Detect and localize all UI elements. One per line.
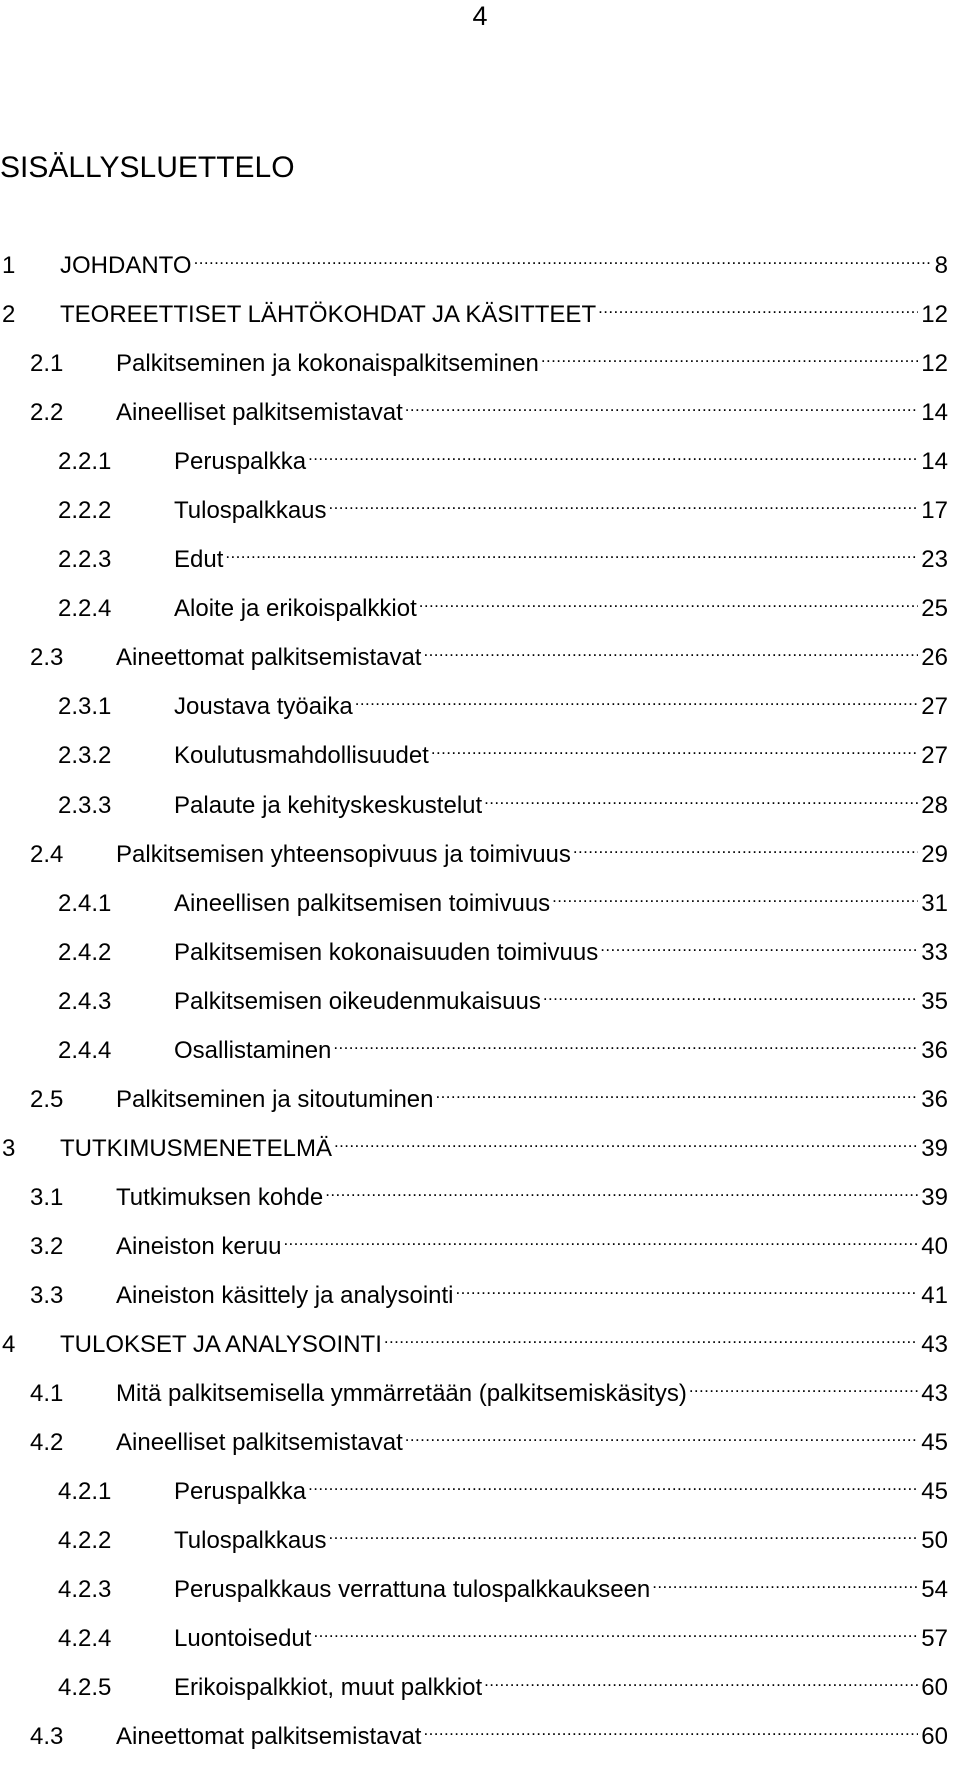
toc-page-number: 43 [921, 1380, 948, 1408]
toc-dot-leader [355, 678, 919, 714]
toc-section-title: JOHDANTO [60, 252, 192, 279]
toc-entry-row [0, 1708, 948, 1755]
toc-section-title: Aineellisen palkitsemisen toimivuus [174, 889, 551, 917]
toc-page-number: 27 [921, 693, 948, 721]
toc-section-title: Aloite ja erikoispalkkiot [174, 595, 417, 623]
toc-section-number: 2.4.3 [58, 987, 112, 1015]
toc-page-number: 40 [921, 1232, 948, 1260]
toc-section-title: Palkitseminen ja sitoutuminen [116, 1085, 434, 1113]
toc-page-number: 43 [921, 1331, 948, 1359]
toc-dot-leader [283, 1218, 918, 1254]
toc-page-number: 12 [921, 301, 948, 329]
toc-dot-leader [308, 1463, 918, 1499]
toc-dot-leader [423, 1708, 918, 1744]
toc-page-number: 25 [921, 595, 948, 623]
toc-dot-leader [484, 777, 918, 813]
toc-entry[interactable] [0, 1610, 960, 1659]
toc-dot-leader [405, 1414, 919, 1450]
toc-page-number: 54 [921, 1576, 948, 1604]
toc-dot-leader [334, 1120, 918, 1156]
toc-entry[interactable] [0, 1022, 960, 1071]
toc-section-title: Palkitseminen ja kokonaispalkitseminen [116, 350, 539, 378]
toc-entry-row [0, 1463, 948, 1510]
toc-entry-row [0, 1512, 948, 1559]
toc-page-number: 39 [921, 1134, 948, 1162]
toc-section-title: Joustava työaika [174, 693, 353, 721]
toc-section-number: 2 [2, 301, 16, 329]
toc-entry[interactable] [0, 1659, 960, 1708]
toc-entry-row [0, 237, 948, 284]
toc-entry[interactable] [0, 1414, 960, 1463]
toc-section-number: 3.3 [30, 1281, 64, 1309]
toc-entry[interactable] [0, 629, 960, 678]
toc-entry[interactable] [0, 1512, 960, 1561]
toc-section-title: Peruspalkka [174, 448, 307, 476]
toc-dot-leader [600, 924, 918, 960]
toc-section-number: 2.3 [30, 644, 64, 672]
toc-page-number: 60 [921, 1674, 948, 1702]
page-title: SISÄLLYSLUETTELO [0, 151, 295, 184]
toc-page-number: 14 [921, 399, 948, 427]
toc-dot-leader [325, 1169, 918, 1205]
toc-section-number: 4.1 [30, 1380, 64, 1408]
toc-section-title: Palaute ja kehityskeskustelut [174, 791, 483, 819]
toc-entry-row [0, 384, 948, 431]
toc-dot-leader [484, 1659, 918, 1695]
toc-dot-leader [308, 433, 918, 469]
toc-dot-leader [436, 1071, 919, 1107]
toc-section-title: TULOKSET JA ANALYSOINTI [60, 1331, 382, 1359]
toc-page-number: 14 [921, 448, 948, 476]
toc-section-title: Peruspalkka [174, 1478, 307, 1506]
toc-page-number: 12 [921, 350, 948, 378]
toc-section-title: Aineiston käsittely ja analysointi [116, 1281, 454, 1309]
toc-section-title: Aineettomat palkitsemistavat [116, 1723, 422, 1751]
toc-section-title: Koulutusmahdollisuudet [174, 742, 429, 770]
toc-section-number: 2.4 [30, 840, 64, 868]
toc-section-number: 2.2.1 [58, 448, 112, 476]
table-of-contents [0, 237, 960, 1757]
toc-page-number: 33 [921, 938, 948, 966]
toc-section-title: TUTKIMUSMENETELMÄ [60, 1134, 333, 1162]
toc-section-number: 4.2.2 [58, 1527, 112, 1555]
toc-entry[interactable] [0, 237, 960, 286]
toc-section-title: Aineelliset palkitsemistavat [116, 1429, 403, 1457]
toc-dot-leader [194, 237, 932, 273]
toc-page-number: 60 [921, 1723, 948, 1751]
toc-dot-leader [333, 1022, 918, 1058]
toc-entry-row [0, 1561, 948, 1608]
toc-section-title: Mitä palkitsemisella ymmärretään (palkitsemiskäsitys) [116, 1380, 687, 1408]
toc-section-title: Aineettomat palkitsemistavat [116, 644, 422, 672]
toc-section-number: 4 [2, 1331, 16, 1359]
toc-section-title: Tulospalkkaus [174, 1527, 327, 1555]
toc-page-number: 31 [921, 889, 948, 917]
toc-page-number: 28 [921, 791, 948, 819]
toc-entry-row [0, 1610, 948, 1657]
toc-entry[interactable] [0, 1463, 960, 1512]
toc-page-number: 39 [921, 1183, 948, 1211]
toc-section-number: 2.3.2 [58, 742, 112, 770]
toc-page-number: 26 [921, 644, 948, 672]
toc-section-title: Palkitsemisen yhteensopivuus ja toimivuus [116, 840, 571, 868]
toc-section-title: Edut [174, 546, 224, 574]
toc-dot-leader [225, 531, 918, 567]
toc-entry-row [0, 875, 948, 922]
toc-section-number: 4.2.1 [58, 1478, 112, 1506]
toc-dot-leader [598, 286, 918, 322]
toc-page-number: 23 [921, 546, 948, 574]
toc-entry[interactable] [0, 1561, 960, 1610]
toc-section-title: Aineiston keruu [116, 1232, 282, 1260]
toc-section-number: 2.1 [30, 350, 64, 378]
toc-section-number: 4.2 [30, 1429, 64, 1457]
toc-entry-row [0, 924, 948, 971]
toc-entry[interactable] [0, 924, 960, 973]
toc-section-title: Erikoispalkkiot, muut palkkiot [174, 1674, 483, 1702]
toc-section-title: Palkitsemisen kokonaisuuden toimivuus [174, 938, 599, 966]
toc-section-number: 2.4.2 [58, 938, 112, 966]
toc-entry[interactable] [0, 1120, 960, 1169]
toc-entry-row [0, 335, 948, 382]
toc-page-number: 45 [921, 1429, 948, 1457]
toc-dot-leader [419, 580, 919, 616]
toc-section-number: 2.2.3 [58, 546, 112, 574]
toc-section-title: Tutkimuksen kohde [116, 1183, 324, 1211]
toc-entry[interactable] [0, 1316, 960, 1365]
toc-entry[interactable] [0, 335, 960, 384]
toc-page-number: 35 [921, 987, 948, 1015]
toc-entry[interactable] [0, 531, 960, 580]
toc-page-number: 41 [921, 1281, 948, 1309]
toc-page-number: 27 [921, 742, 948, 770]
toc-section-number: 4.2.3 [58, 1576, 112, 1604]
toc-dot-leader [456, 1267, 919, 1303]
toc-section-number: 1 [2, 252, 16, 279]
toc-entry[interactable] [0, 1365, 960, 1414]
toc-section-number: 3 [2, 1134, 16, 1162]
toc-dot-leader [329, 1512, 919, 1548]
toc-entry-row [0, 727, 948, 774]
toc-entry-row [0, 531, 948, 578]
toc-section-title: Luontoisedut [174, 1625, 312, 1653]
toc-dot-leader [543, 973, 918, 1009]
toc-entry-row [0, 433, 948, 480]
toc-section-number: 2.4.4 [58, 1036, 112, 1064]
toc-entry[interactable] [0, 384, 960, 433]
toc-entry[interactable] [0, 973, 960, 1022]
toc-entry-row [0, 1316, 948, 1363]
toc-entry[interactable] [0, 777, 960, 826]
toc-section-number: 2.2.4 [58, 595, 112, 623]
toc-page-number: 36 [921, 1036, 948, 1064]
toc-section-number: 2.2.2 [58, 497, 112, 525]
toc-entry[interactable] [0, 580, 960, 629]
toc-dot-leader [689, 1365, 918, 1401]
toc-entry-row [0, 1365, 948, 1412]
toc-entry-row [0, 1022, 948, 1069]
toc-entry[interactable] [0, 433, 960, 482]
toc-section-title: Palkitsemisen oikeudenmukaisuus [174, 987, 541, 1015]
toc-section-title: Osallistaminen [174, 1036, 332, 1064]
toc-section-number: 3.1 [30, 1183, 64, 1211]
toc-entry-row [0, 1659, 948, 1706]
toc-entry[interactable] [0, 1218, 960, 1267]
toc-page-number: 17 [921, 497, 948, 525]
toc-section-number: 2.3.1 [58, 693, 112, 721]
toc-entry-row [0, 629, 948, 676]
toc-section-number: 2.5 [30, 1085, 64, 1113]
toc-entry[interactable] [0, 1169, 960, 1218]
toc-section-number: 2.4.1 [58, 889, 112, 917]
toc-dot-leader [313, 1610, 918, 1646]
toc-section-title: Aineelliset palkitsemistavat [116, 399, 403, 427]
toc-entry[interactable] [0, 826, 960, 875]
toc-dot-leader [405, 384, 919, 420]
toc-section-title: Peruspalkkaus verrattuna tulospalkkaukseen [174, 1576, 651, 1604]
toc-dot-leader [573, 826, 918, 862]
toc-entry-row [0, 973, 948, 1020]
page-number: 4 [472, 1, 488, 31]
toc-page-number: 29 [921, 840, 948, 868]
toc-section-title: Tulospalkkaus [174, 497, 327, 525]
toc-section-number: 4.2.4 [58, 1625, 112, 1653]
toc-page-number: 36 [921, 1085, 948, 1113]
toc-entry[interactable] [0, 875, 960, 924]
toc-entry[interactable] [0, 727, 960, 776]
toc-page-number: 57 [921, 1625, 948, 1653]
toc-section-number: 2.3.3 [58, 791, 112, 819]
toc-dot-leader [652, 1561, 918, 1597]
toc-page-number: 50 [921, 1527, 948, 1555]
toc-section-number: 2.2 [30, 399, 64, 427]
toc-entry-row [0, 580, 948, 627]
toc-entry[interactable] [0, 286, 960, 335]
toc-entry[interactable] [0, 482, 960, 531]
toc-dot-leader [431, 727, 918, 763]
toc-entry-row [0, 826, 948, 873]
toc-dot-leader [329, 482, 919, 518]
toc-dot-leader [384, 1316, 918, 1352]
toc-entry[interactable] [0, 678, 960, 727]
toc-entry-row [0, 286, 948, 333]
toc-entry-row [0, 1169, 948, 1216]
toc-dot-leader [552, 875, 918, 911]
toc-entry[interactable] [0, 1267, 960, 1316]
toc-section-number: 4.2.5 [58, 1674, 112, 1702]
toc-entry-row [0, 1218, 948, 1265]
toc-entry-row [0, 678, 948, 725]
toc-section-title: TEOREETTISET LÄHTÖKOHDAT JA KÄSITTEET [60, 301, 597, 329]
toc-page-number: 8 [934, 252, 948, 279]
toc-entry-row [0, 1120, 948, 1167]
toc-section-number: 4.3 [30, 1723, 64, 1751]
toc-entry[interactable] [0, 1071, 960, 1120]
toc-page-number: 45 [921, 1478, 948, 1506]
toc-entry-row [0, 1267, 948, 1314]
toc-entry-row [0, 777, 948, 824]
toc-entry-row [0, 1071, 948, 1118]
toc-entry[interactable] [0, 1708, 960, 1757]
toc-dot-leader [541, 335, 918, 371]
toc-section-number: 3.2 [30, 1232, 64, 1260]
toc-entry-row [0, 1414, 948, 1461]
toc-entry-row [0, 482, 948, 529]
toc-dot-leader [423, 629, 918, 665]
